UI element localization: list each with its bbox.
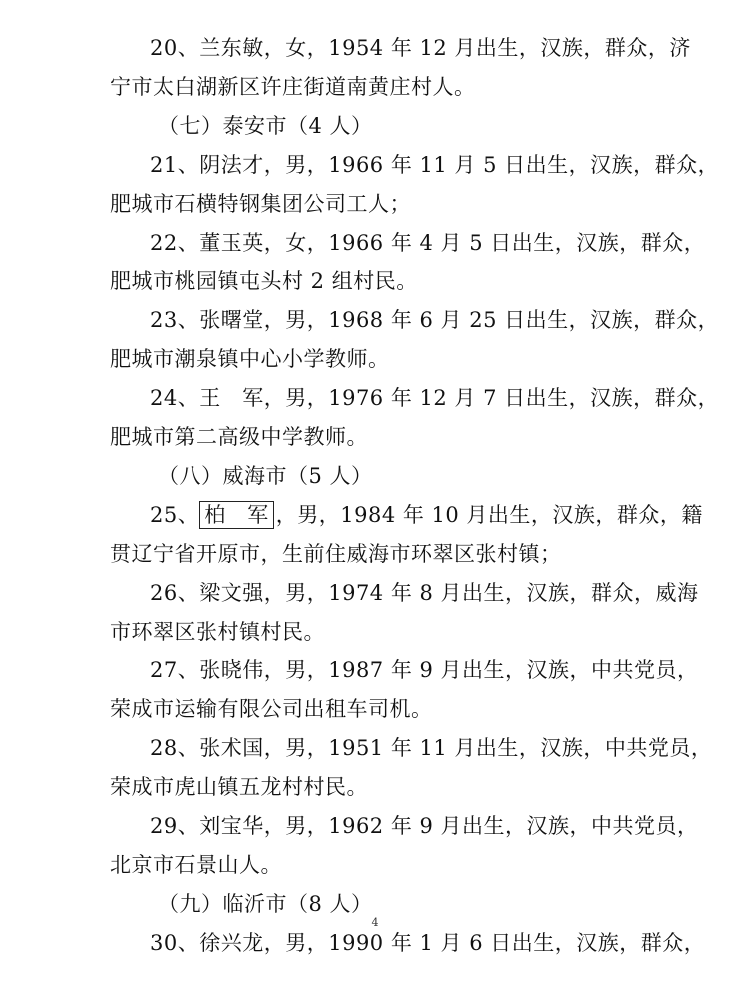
entry-28-line-2: 荣成市虎山镇五龙村村民。 — [110, 775, 368, 800]
entry-21-line-1: 21、阴法才，男，1966 年 11 月 5 日出生，汉族，群众， — [150, 152, 720, 177]
entry-22-line-2: 肥城市桃园镇屯头村 2 组村民。 — [110, 269, 418, 294]
entry-20-line-2: 宁市太白湖新区许庄街道南黄庄村人。 — [110, 74, 476, 99]
entry-20-line-1: 20、兰东敏，女，1954 年 12 月出生，汉族，群众，济 — [150, 36, 691, 60]
entry-21-line-2: 肥城市石横特钢集团公司工人； — [110, 191, 411, 216]
entry-25-details: ，男，1984 年 10 月出生，汉族，群众，籍 — [275, 502, 703, 527]
entry-30-line-1: 30、徐兴龙，男，1990 年 1 月 6 日出生，汉族，群众， — [150, 930, 706, 955]
entry-23-line-1: 23、张曙堂，男，1968 年 6 月 25 日出生，汉族，群众， — [150, 308, 720, 333]
section-heading-taian: （七）泰安市（4 人） — [158, 113, 373, 138]
entry-24-line-2: 肥城市第二高级中学教师。 — [110, 425, 368, 449]
entry-22-line-1: 22、董玉英，女，1966 年 4 月 5 日出生，汉族，群众， — [150, 230, 706, 255]
section-heading-weihai: （八）威海市（5 人） — [158, 463, 373, 488]
entry-25-line-1 — [150, 500, 703, 530]
entry-27-line-2: 荣成市运输有限公司出租车司机。 — [110, 697, 433, 722]
entry-28-line-1: 28、张术国，男，1951 年 11 月出生，汉族，中共党员， — [150, 736, 713, 761]
entry-26-line-2: 市环翠区张村镇村民。 — [110, 619, 325, 644]
page-number: 4 — [371, 916, 379, 929]
section-heading-linyi: （九）临沂市（8 人） — [158, 891, 373, 916]
entry-25-boxed-name: 柏 军 — [199, 501, 274, 529]
entry-29-line-1: 29、刘宝华，男，1962 年 9 月出生，汉族，中共党员， — [150, 814, 699, 838]
entry-26-line-1: 26、梁文强，男，1974 年 8 月出生，汉族，群众，威海 — [150, 580, 699, 605]
entry-29-line-2: 北京市石景山人。 — [110, 852, 282, 877]
entry-25-line-2: 贯辽宁省开原市，生前住威海市环翠区张村镇； — [110, 541, 562, 566]
entry-25-number: 25、 — [150, 502, 200, 527]
entry-24-line-1: 24、王 军，男，1976 年 12 月 7 日出生，汉族，群众， — [150, 386, 720, 411]
entry-27-line-1: 27、张晓伟，男，1987 年 9 月出生，汉族，中共党员， — [150, 658, 699, 683]
entry-23-line-2: 肥城市潮泉镇中心小学教师。 — [110, 347, 390, 372]
